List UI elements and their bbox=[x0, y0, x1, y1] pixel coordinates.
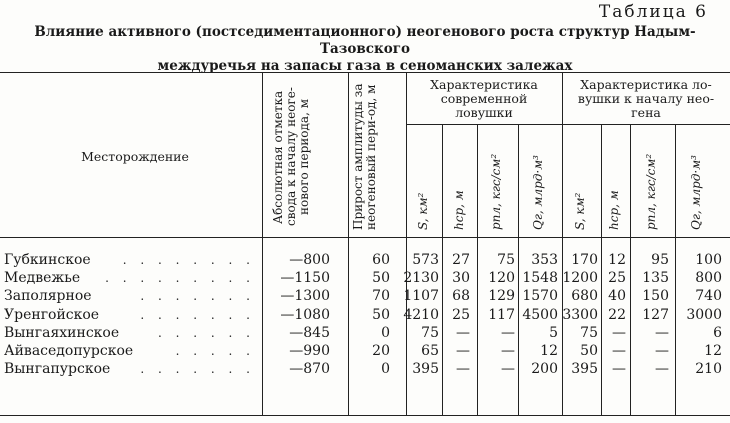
leader-dots: . . . . . . . bbox=[140, 289, 255, 304]
cell-m-p: — bbox=[501, 361, 515, 378]
cell-elev: —1080 bbox=[280, 306, 330, 323]
cell-growth: 50 bbox=[372, 306, 390, 323]
header-modern-q: Qг, млрд·м³ bbox=[531, 155, 545, 230]
table-top-rule bbox=[0, 72, 730, 73]
col-rule-5 bbox=[477, 124, 478, 415]
cell-m-q: 1548 bbox=[522, 270, 558, 287]
cell-elev: —1150 bbox=[280, 270, 330, 287]
col-rule-8 bbox=[601, 124, 602, 415]
header-neogene-p: pпл, кгс/см² bbox=[644, 153, 658, 230]
leader-dots: . . . . . . bbox=[158, 325, 255, 340]
header-neogene-trap: Характеристика ло-вушки к началу нео-гена bbox=[577, 77, 715, 120]
cell-n-h: 12 bbox=[608, 252, 626, 268]
col-rule-10 bbox=[675, 124, 676, 415]
header-neogene-s: S, км² bbox=[573, 192, 587, 230]
cell-n-q: 100 bbox=[695, 252, 722, 268]
cell-growth: 50 bbox=[372, 270, 390, 287]
field-name: Медвежье bbox=[4, 270, 81, 287]
header-modern-h: hср, м bbox=[452, 190, 466, 230]
cell-n-p: 150 bbox=[642, 288, 669, 305]
cell-m-q: 4500 bbox=[522, 306, 558, 323]
cell-n-q: 6 bbox=[713, 324, 722, 341]
cell-elev: —1300 bbox=[280, 288, 330, 305]
cell-m-q: 200 bbox=[531, 361, 558, 378]
leader-dots: . . . . . . . . . bbox=[105, 271, 255, 286]
cell-n-s: 75 bbox=[580, 324, 598, 341]
cell-m-p: 129 bbox=[488, 288, 515, 305]
cell-n-q: 800 bbox=[695, 270, 722, 287]
cell-m-p: 117 bbox=[488, 306, 515, 323]
cell-growth: 70 bbox=[372, 288, 390, 305]
field-name: Заполярное bbox=[4, 288, 92, 305]
cell-m-h: 27 bbox=[452, 252, 470, 268]
cell-m-p: 120 bbox=[488, 270, 515, 287]
cell-n-s: 1200 bbox=[562, 270, 598, 287]
table-number: Таблица 6 bbox=[598, 2, 708, 22]
leader-dots: . . . . . . . . bbox=[122, 253, 255, 267]
col-rule-7 bbox=[562, 72, 563, 415]
cell-m-q: 353 bbox=[531, 252, 558, 268]
cell-m-s: 4210 bbox=[403, 306, 439, 323]
col-rule-9 bbox=[630, 124, 631, 415]
cell-n-h: — bbox=[612, 361, 626, 378]
cell-n-h: 40 bbox=[608, 288, 626, 305]
cell-n-p: — bbox=[655, 324, 669, 341]
cell-elev: —845 bbox=[289, 324, 330, 341]
cell-m-p: — bbox=[501, 324, 515, 341]
col-rule-6 bbox=[518, 124, 519, 415]
group-divider-rule bbox=[406, 124, 730, 125]
cell-m-s: 573 bbox=[412, 252, 439, 268]
cell-growth: 0 bbox=[381, 324, 390, 341]
table-title bbox=[0, 24, 730, 75]
cell-growth: 0 bbox=[381, 361, 390, 378]
cell-m-h: 30 bbox=[452, 270, 470, 287]
cell-n-p: 95 bbox=[651, 252, 669, 268]
cell-m-p: 75 bbox=[497, 252, 515, 268]
header-modern-trap: Характеристика современной ловушки bbox=[430, 77, 538, 120]
cell-n-h: 22 bbox=[608, 306, 626, 323]
cell-elev: —870 bbox=[289, 361, 330, 378]
cell-m-s: 395 bbox=[412, 361, 439, 378]
cell-m-h: — bbox=[456, 361, 470, 378]
cell-m-h: — bbox=[456, 343, 470, 359]
table-bottom-rule bbox=[0, 415, 730, 416]
cell-elev: —800 bbox=[289, 252, 330, 268]
header-neogene-h: hср, м bbox=[607, 190, 621, 230]
field-name: Вынгаяхинское bbox=[4, 324, 120, 341]
leader-dots: . . . . . . . bbox=[140, 307, 255, 322]
field-name: Уренгойское bbox=[4, 306, 100, 323]
field-name: Айваседопурское bbox=[4, 343, 134, 359]
cell-n-s: 680 bbox=[571, 288, 598, 305]
cell-elev: —990 bbox=[289, 343, 330, 359]
cell-n-p: — bbox=[655, 361, 669, 378]
title-line-1: Влияние активного (постседиментационного) неогенового роста структур Надым-Тазовского bbox=[34, 24, 696, 57]
header-growth: Прирост амплитуды за неогеновый пери-од, м bbox=[351, 83, 378, 231]
field-name: Губкинское bbox=[4, 252, 91, 268]
col-rule-4 bbox=[442, 124, 443, 415]
cell-n-q: 740 bbox=[695, 288, 722, 305]
cell-n-q: 3000 bbox=[686, 306, 722, 323]
cell-n-s: 170 bbox=[571, 252, 598, 268]
header-elevation: Абсолютная отметка свода к началу неоге-нового периода, м bbox=[271, 87, 311, 227]
cell-m-s: 65 bbox=[421, 343, 439, 359]
header-neogene-q: Qг, млрд·м³ bbox=[689, 155, 703, 230]
cell-m-q: 1570 bbox=[522, 288, 558, 305]
title-line-2: междуречья на запасы газа в сеноманских залежах bbox=[157, 58, 573, 74]
cell-n-q: 210 bbox=[695, 361, 722, 378]
cell-m-h: 25 bbox=[452, 306, 470, 323]
cell-n-s: 50 bbox=[580, 343, 598, 359]
header-modern-s: S, км² bbox=[416, 192, 430, 230]
leader-dots: . . . . . bbox=[175, 344, 255, 358]
cell-n-p: 127 bbox=[642, 306, 669, 323]
leader-dots: . . . . . . . bbox=[140, 362, 255, 377]
header-modern-p: pпл, кгс/см² bbox=[489, 153, 503, 230]
cell-growth: 60 bbox=[372, 252, 390, 268]
cell-n-s: 3300 bbox=[562, 306, 598, 323]
cell-m-h: 68 bbox=[452, 288, 470, 305]
cell-n-h: — bbox=[612, 343, 626, 359]
field-name: Вынгапурское bbox=[4, 361, 111, 378]
col-rule-1 bbox=[262, 72, 263, 415]
cell-m-h: — bbox=[456, 324, 470, 341]
cell-n-p: — bbox=[655, 343, 669, 359]
cell-m-s: 1107 bbox=[403, 288, 439, 305]
col-rule-3 bbox=[406, 72, 407, 415]
col-rule-2 bbox=[348, 72, 349, 415]
cell-m-q: 5 bbox=[549, 324, 558, 341]
cell-n-s: 395 bbox=[571, 361, 598, 378]
header-field: Месторождение bbox=[81, 149, 189, 164]
cell-n-h: — bbox=[612, 324, 626, 341]
cell-m-s: 2130 bbox=[403, 270, 439, 287]
cell-growth: 20 bbox=[372, 343, 390, 359]
cell-n-p: 135 bbox=[642, 270, 669, 287]
header-bottom-rule bbox=[0, 237, 730, 238]
cell-n-q: 12 bbox=[704, 343, 722, 359]
cell-m-q: 12 bbox=[540, 343, 558, 359]
cell-n-h: 25 bbox=[608, 270, 626, 287]
cell-m-p: — bbox=[501, 343, 515, 359]
cell-m-s: 75 bbox=[421, 324, 439, 341]
